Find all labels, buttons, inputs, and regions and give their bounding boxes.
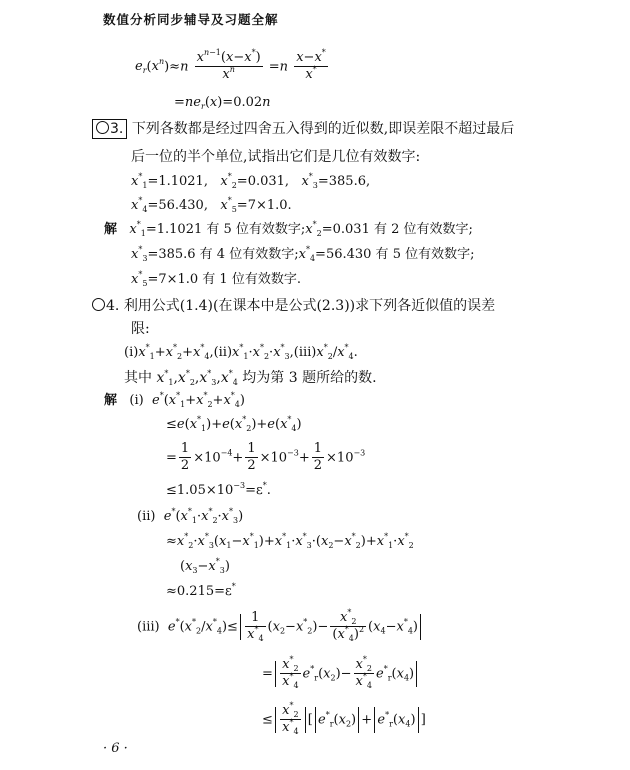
solution-3-line-2: $x^*_3=385.6$ 有 4 位有效数字$;x^*_4=56.430$ 有 5 位有效数字; (131, 245, 475, 263)
solution-4-iii-line-1: (ⅲ) $e^*(x^*_2/x^*_4)\le$ $\frac{1}{x^*_4}$ $(x_2-x^*_2)-$ $\frac{x^*_2}{(x^*_4)^2}$ $(x_4-x^*_4)$ (137, 610, 423, 644)
solution-4-ii-line-4: ≈0.215=ε* (166, 582, 236, 599)
solution-4-iii-line-3: ≤ $\frac{x^*_2}{x^*_4}$ [ $e^*_r(x_2) + e^*_r(x_4)$ ] (262, 701, 426, 737)
solution-4-iii-line-2: = $\frac{x^*_2}{x^*_4}$ $e^*_r(x_2)-$ $\frac{x^*_2}{x^*_4}$ $e^*_r(x_4)$ (262, 657, 419, 691)
problem-3-number-box: 3. (92, 119, 127, 139)
solution-3-line-1: 解 $x^*_1=1.1021$ 有 5 位有效数字$;x^*_2=0.031$ 有 2 位有效数字; (104, 220, 473, 238)
formula-top: $e_r(x^n)\approx n$ $\frac{x^{n-1}(x-x^*)}{x^n}$ =n $\frac{x-x^*}{x^*}$ (135, 48, 326, 83)
problem-3-values-2: $x^*_4=56.430$, $x^*_5=7\times 1.0$. (131, 196, 292, 214)
problem-4-parts: $(ⅰ)x^*_1+x^*_2+x^*_4,(ⅱ)x^*_1\cdot x^*_2\cdot x^*_3,(ⅲ)x^*_2/x^*_4$. (124, 343, 358, 361)
solution-4-ii-line-1: (ⅱ) $e^*(x^*_1\cdot x^*_2\cdot x^*_3)$ (137, 507, 244, 525)
problem-3-statement: 3. 下列各数都是经过四舍五入得到的近似数,即误差限不超过最后 (92, 121, 514, 136)
running-header: 数值分析同步辅导及习题全解 (103, 12, 279, 27)
solution-4-i-line-4: $\le 1.05\times 10^{-3}=\varepsilon^*$. (166, 481, 271, 498)
solution-4-i-line-3: = $\frac{1}{2}$ $\times 10^{-4}+$ $\frac{1}{2}$ $\times 10^{-3}+$ $\frac{1}{2}$ $\times 10^{-3}$ (166, 441, 366, 474)
solution-4-i-line-1: 解 (ⅰ) $e^*(x^*_1+x^*_2+x^*_4)$ (104, 391, 245, 409)
solution-4-i-line-2: $\le e(x^*_1)+e(x^*_2)+e(x^*_4)$ (166, 415, 302, 433)
solution-4-ii-line-3: $(x_3-x^*_3)$ (180, 557, 230, 575)
formula-top-2: $=ne_r(x)=0.02n$ (174, 95, 271, 111)
problem-3-values-1: $x^*_1=1.1021$, $x^*_2=0.031$, $x^*_3=385.6$, (131, 172, 371, 190)
page-number: · 6 · (103, 741, 128, 756)
problem-3-statement-2: 后一位的半个单位,试指出它们是几位有效数字: (131, 149, 421, 165)
problem-4-statement-2: 限: (131, 321, 150, 337)
solution-4-ii-line-2: $\approx x^*_2\cdot x^*_3(x_1-x^*_1)+x^*_1\cdot x^*_3\cdot(x_2-x^*_2)+x^*_1\cdot x^*_2$ (166, 532, 414, 550)
problem-4-note: 其中 $x^*_1,x^*_2,x^*_3,x^*_4$ 均为第 3 题所给的数. (124, 369, 377, 387)
problem-4-statement: 4. 利用公式(1.4)(在课本中是公式(2.3))求下列各近似值的误差 (92, 298, 495, 313)
solution-3-line-3: $x^*_5=7\times 1.0$ 有 1 位有效数字. (131, 270, 301, 288)
